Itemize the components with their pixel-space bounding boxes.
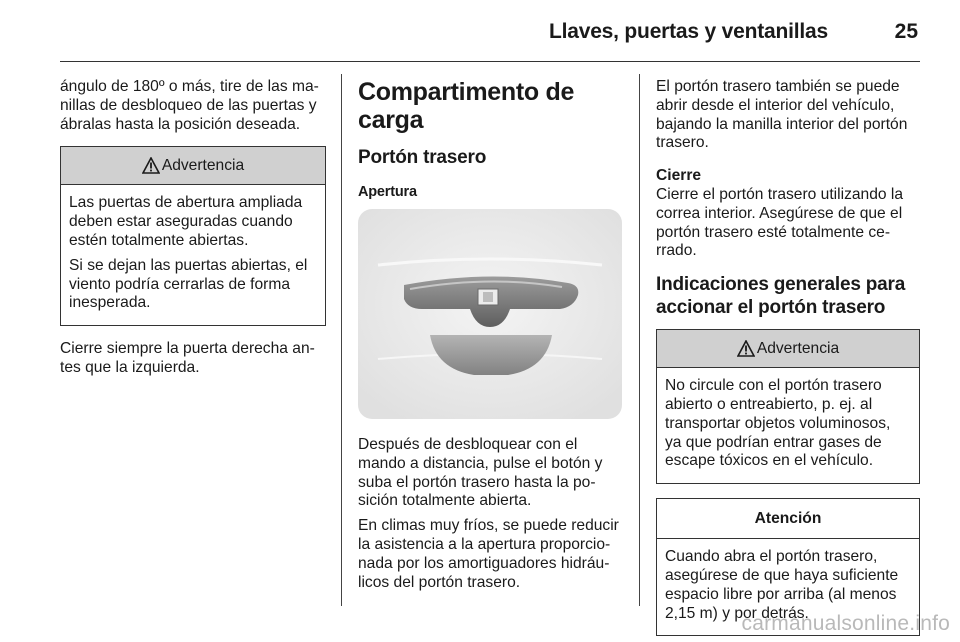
attention-header: Atención	[657, 499, 919, 539]
column-middle	[358, 78, 626, 598]
interior-opening-paragraph: El portón trasero también se puede abrir desde el interior del vehículo, bajando la manilla interior del portón trasero.	[656, 78, 908, 152]
section-title: Compartimento de carga	[358, 78, 575, 134]
warning-text-tailgate: No circule con el portón trasero abierto o entreabierto, p. ej. al transportar objetos voluminosos, ya que podrían entrar gases de escape tóxicos en el vehículo.	[665, 377, 891, 470]
tailgate-handle-illustration	[358, 209, 622, 419]
watermark: carmanualsonline.info	[741, 612, 950, 635]
general-instructions-title: Indicaciones generales para accionar el portón trasero	[656, 274, 906, 319]
opening-paragraph-2: En climas muy fríos, se puede reducir la asistencia a la apertura proporcio- nada por los amortiguadores hidráu- licos del portón trasero.	[358, 517, 619, 591]
warning-box-tailgate	[656, 329, 920, 484]
warning-box	[60, 146, 326, 326]
intro-paragraph: ángulo de 180º o más, tire de las ma- nillas de desbloqueo de las puertas y ábralas hasta la posición deseada.	[60, 78, 319, 133]
attention-text: Cuando abra el portón trasero, asegúrese de que haya suficiente espacio libre por arriba (al menos 2,15 m) y por detrás.	[665, 548, 899, 622]
warning-text-1: Las puertas de abertura ampliada deben estar aseguradas cuando estén totalmente abiertas.	[69, 194, 303, 249]
warning-text-2: Si se dejan las puertas abiertas, el viento podría cerrarlas de forma inesperada.	[69, 256, 308, 312]
warning-body	[61, 185, 325, 325]
column-right	[656, 78, 920, 642]
warning-body-tailgate	[657, 368, 919, 483]
warning-icon	[142, 157, 160, 174]
subsection-title: Portón trasero	[358, 147, 487, 168]
page-number: 25	[894, 20, 918, 43]
page-header	[60, 0, 920, 62]
outro-paragraph: Cierre siempre la puerta derecha an- tes que la izquierda.	[60, 340, 315, 376]
column-divider-1	[341, 74, 342, 606]
warning-title-tailgate: Advertencia	[756, 339, 840, 357]
column-left	[60, 78, 326, 384]
closing-text: Cierre el portón trasero utilizando la correa interior. Asegúrese de que el portón trasero esté totalmente ce- rrado.	[656, 185, 904, 260]
warning-header	[61, 147, 325, 185]
header-title: Llaves, puertas y ventanillas	[548, 20, 828, 43]
subsubsection-title: Apertura	[358, 184, 417, 200]
warning-header-tailgate	[657, 330, 919, 368]
column-divider-2	[639, 74, 640, 606]
warning-icon	[737, 340, 755, 357]
closing-paragraph	[656, 167, 920, 261]
opening-paragraph-1: Después de desbloquear con el mando a distancia, pulse el botón y suba el portón trasero hasta la po- sición totalmente abierta.	[358, 436, 603, 510]
closing-label: Cierre	[656, 167, 702, 185]
warning-title: Advertencia	[161, 156, 245, 174]
